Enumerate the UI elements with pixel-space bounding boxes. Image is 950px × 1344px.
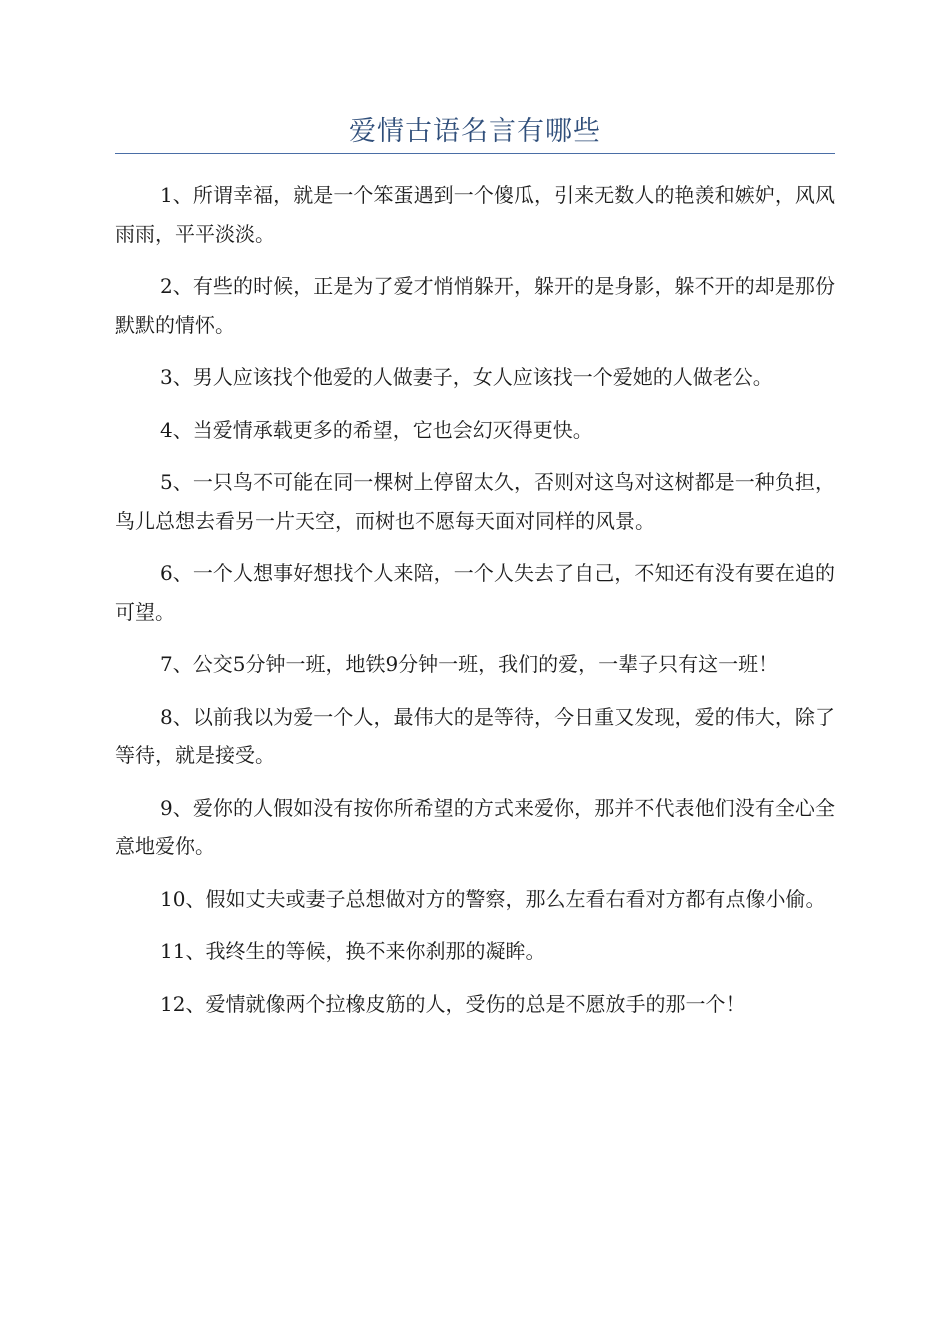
quote-paragraph-10: 10、假如丈夫或妻子总想做对方的警察，那么左看右看对方都有点像小偷。: [160, 886, 826, 911]
page-title: 爱情古语名言有哪些: [349, 116, 601, 147]
quote-paragraph-1: 1、所谓幸福，就是一个笨蛋遇到一个傻瓜，引来无数人的艳羡和嫉妒，风风雨雨，平平淡淡。: [115, 183, 835, 246]
quote-paragraph-2: 2、有些的时候，正是为了爱才悄悄躲开，躲开的是身影，躲不开的却是那份默默的情怀。: [115, 274, 835, 337]
quote-paragraph-4: 4、当爱情承载更多的希望，它也会幻灭得更快。: [160, 417, 593, 442]
quote-paragraph-12: 12、爱情就像两个拉橡皮筋的人，受伤的总是不愿放手的那一个！: [160, 991, 746, 1016]
quote-paragraph-7: 7、公交5分钟一班，地铁9分钟一班，我们的爱，一辈子只有这一班！: [160, 652, 779, 676]
title-underline: [115, 153, 835, 154]
quote-paragraph-6: 6、一个人想事好想找个人来陪，一个人失去了自己，不知还有没有要在追的可望。: [115, 561, 835, 624]
quote-paragraph-3: 3、男人应该找个他爱的人做妻子，女人应该找一个爱她的人做老公。: [160, 365, 773, 389]
quote-paragraph-5: 5、一只鸟不可能在同一棵树上停留太久，否则对这鸟对这树都是一种负担，鸟儿总想去看另一片天空，而树也不愿每天面对同样的风景。: [115, 470, 835, 533]
quote-paragraph-8: 8、以前我以为爱一个人，最伟大的是等待，今日重又发现，爱的伟大，除了等待，就是接受。: [115, 704, 835, 767]
document-body: [115, 176, 835, 1037]
quote-paragraph-11: 11、我终生的等候，换不来你刹那的凝眸。: [160, 939, 546, 963]
quote-paragraph-9: 9、爱你的人假如没有按你所希望的方式来爱你，那并不代表他们没有全心全意地爱你。: [115, 795, 835, 858]
